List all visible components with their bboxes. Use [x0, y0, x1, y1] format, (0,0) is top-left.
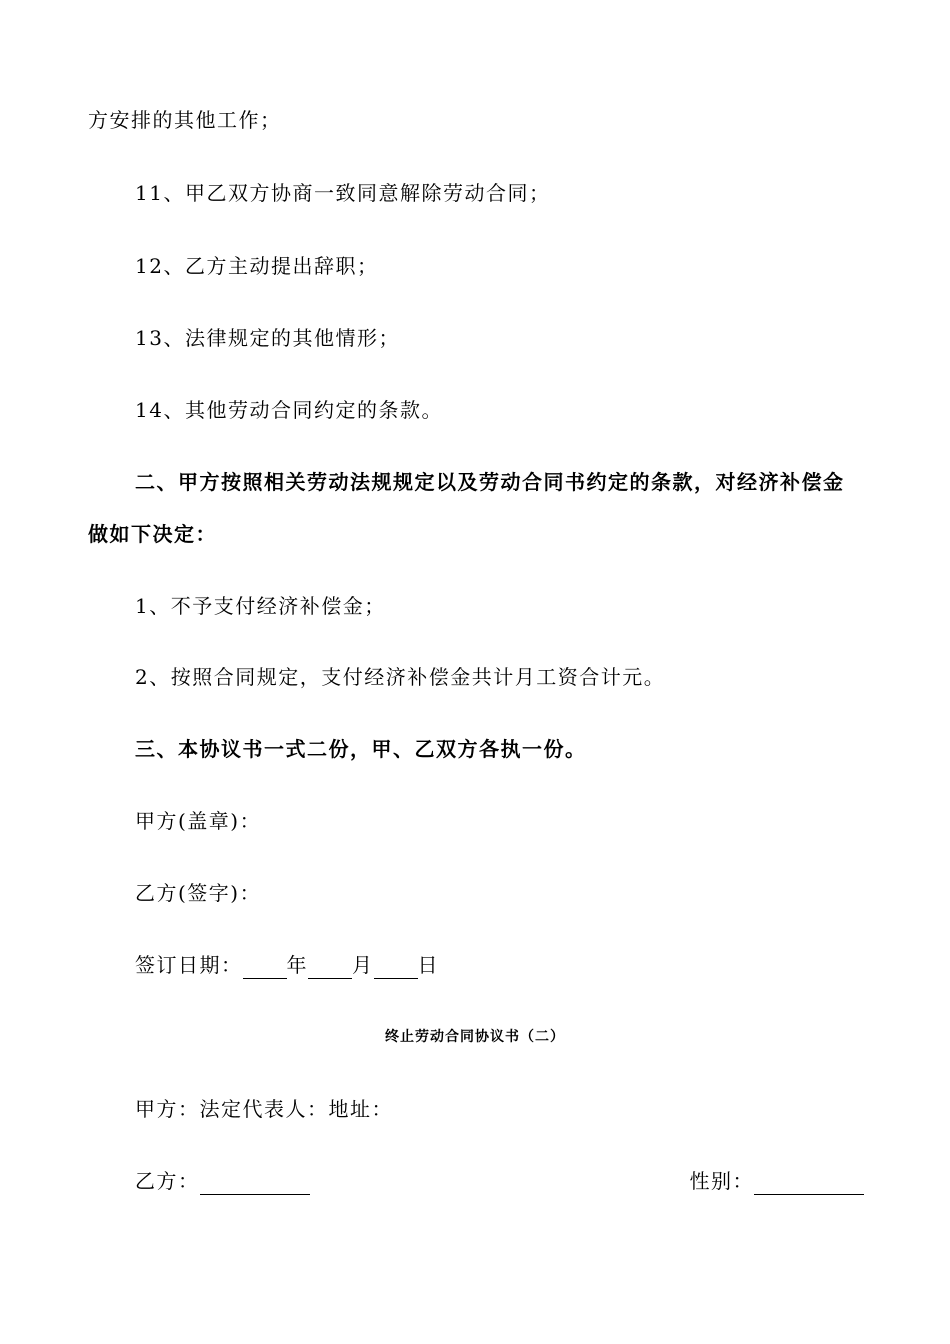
section-three-heading: 三、本协议书一式二份，甲、乙双方各执一份。 [135, 737, 587, 761]
party-b-label: 乙方： [135, 1169, 200, 1193]
clause-13: 13、法律规定的其他情形； [135, 326, 400, 350]
gender-label: 性别： [689, 1169, 754, 1193]
gender-line [690, 1167, 865, 1195]
clause-11: 11、甲乙双方协商一致同意解除劳动合同； [135, 181, 551, 205]
decision-item-2: 2、按照合同规定，支付经济补偿金共计月工资合计元。 [135, 665, 666, 689]
clause-14: 14、其他劳动合同约定的条款。 [135, 398, 443, 422]
signing-date-label: 签订日期： [135, 953, 243, 977]
clause-12: 12、乙方主动提出辞职； [135, 254, 379, 278]
day-label: 日 [417, 953, 439, 977]
party-a-seal-line: 甲方(盖章)： [135, 809, 262, 833]
day-blank [374, 958, 418, 979]
decision-item-1: 1、不予支付经济补偿金； [135, 594, 386, 618]
signing-date-line [135, 951, 439, 979]
section-title: 终止劳动合同协议书（二） [385, 1029, 565, 1045]
party-a-info-line: 甲方：法定代表人：地址： [135, 1097, 393, 1121]
party-b-line [135, 1167, 310, 1195]
party-b-blank [200, 1174, 310, 1195]
gender-blank [754, 1174, 864, 1195]
text-line: 方安排的其他工作； [88, 108, 282, 132]
year-label: 年 [286, 953, 308, 977]
month-blank [308, 958, 352, 979]
section-two-heading: 二、甲方按照相关劳动法规规定以及劳动合同书约定的条款，对经济补偿金 [135, 470, 845, 494]
section-two-heading-cont: 做如下决定： [88, 522, 217, 546]
party-b-signature-line: 乙方(签字)： [135, 881, 262, 905]
month-label: 月 [352, 953, 374, 977]
year-blank [243, 958, 287, 979]
